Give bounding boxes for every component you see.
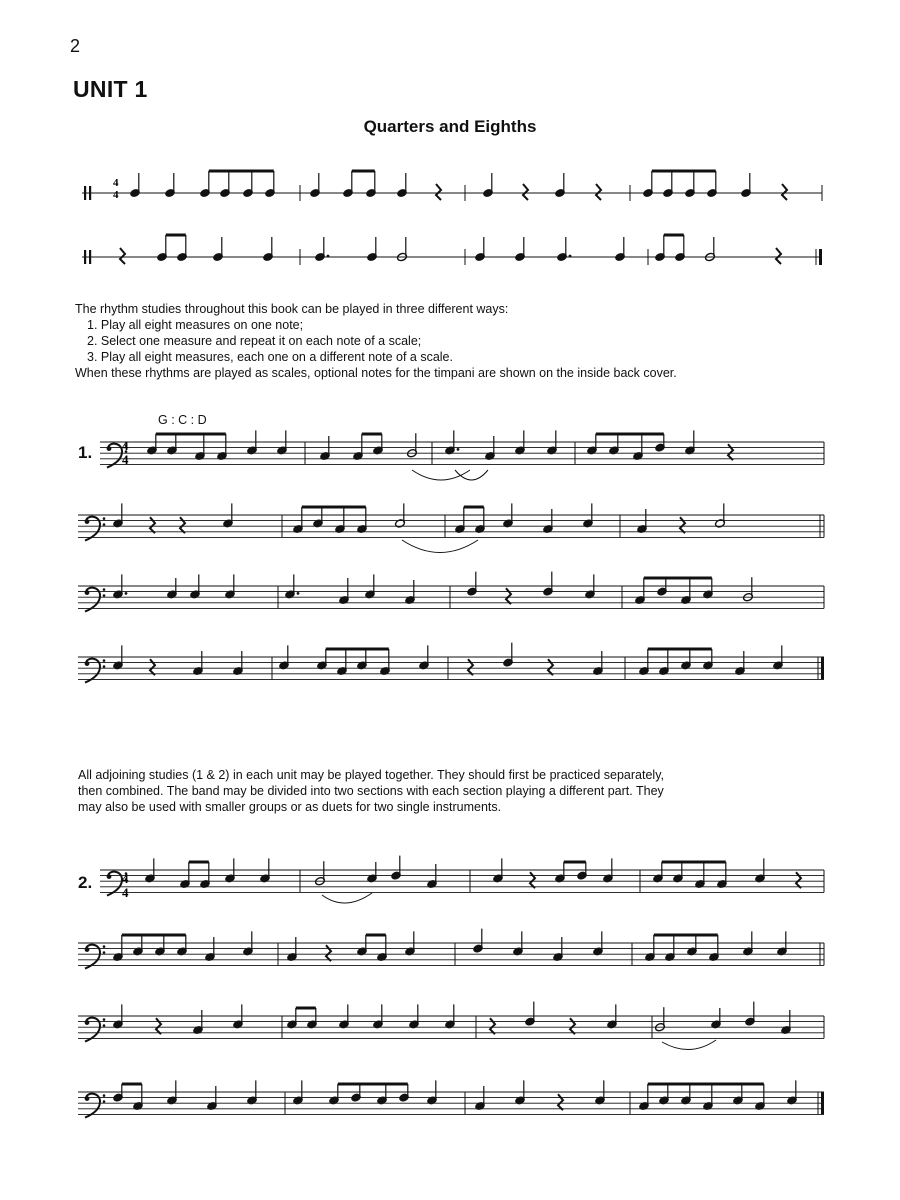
beam bbox=[662, 861, 726, 864]
beam bbox=[644, 577, 712, 580]
exercise2-staff-4 bbox=[78, 1080, 824, 1117]
instructions-timpani-note: When these rhythms are played as scales, optional notes for the timpani are shown on the inside back cover. bbox=[75, 366, 677, 380]
final-bar bbox=[821, 1092, 824, 1114]
quarter-rest bbox=[156, 1018, 161, 1034]
bass-clef bbox=[103, 945, 106, 948]
bass-clef bbox=[103, 1018, 106, 1021]
instructions-intro: The rhythm studies throughout this book can be played in three different ways: bbox=[75, 302, 509, 316]
quarter-rest bbox=[150, 659, 155, 675]
rhythm-line-1 bbox=[82, 170, 822, 202]
percussion-clef bbox=[84, 250, 86, 264]
quarter-rest bbox=[120, 248, 125, 264]
beam bbox=[156, 433, 226, 436]
quarter-rest bbox=[596, 184, 601, 200]
dot bbox=[125, 592, 128, 595]
combine-note-line-1: All adjoining studies (1 & 2) in each unit may be played together. They should first be practiced separately, bbox=[78, 768, 664, 782]
quarter-rest bbox=[796, 872, 801, 888]
bass-clef bbox=[85, 661, 90, 666]
quarter-rest bbox=[782, 184, 787, 200]
exercise1-chord-label: G : C : D bbox=[158, 413, 207, 427]
combine-note bbox=[78, 767, 838, 815]
beam bbox=[302, 506, 366, 509]
ex2-time-bottom: 4 bbox=[122, 885, 129, 900]
quarter-rest bbox=[506, 588, 511, 604]
beam bbox=[664, 234, 684, 237]
exercise1-number: 1. bbox=[78, 443, 93, 462]
unit-title: UNIT 1 bbox=[73, 76, 148, 102]
beam bbox=[366, 934, 386, 937]
beam bbox=[352, 170, 375, 173]
beam bbox=[166, 234, 186, 237]
beam bbox=[648, 648, 712, 651]
exercise2-staff-1 bbox=[100, 856, 824, 903]
exercise1-staff-2 bbox=[78, 503, 824, 552]
beam bbox=[648, 1083, 764, 1086]
beam bbox=[209, 170, 274, 173]
bass-clef bbox=[103, 665, 106, 668]
quarter-rest bbox=[523, 184, 528, 200]
quarter-rest bbox=[468, 659, 473, 675]
bass-clef bbox=[107, 446, 112, 451]
quarter-rest bbox=[776, 248, 781, 264]
page-number: 2 bbox=[70, 36, 81, 56]
quarter-rest bbox=[558, 1094, 563, 1110]
slur bbox=[402, 540, 478, 553]
bass-clef bbox=[107, 874, 112, 879]
beam bbox=[654, 934, 718, 937]
beam bbox=[564, 861, 586, 864]
bass-clef bbox=[85, 947, 90, 952]
time-signature-top: 4 bbox=[113, 177, 119, 189]
exercise2-number: 2. bbox=[78, 873, 93, 892]
ex2-time-top: 4 bbox=[122, 871, 129, 886]
beam bbox=[296, 1007, 316, 1010]
final-bar bbox=[819, 249, 822, 265]
bass-clef bbox=[85, 590, 90, 595]
quarter-rest bbox=[728, 444, 733, 460]
bass-clef bbox=[85, 1096, 90, 1101]
bass-clef bbox=[103, 523, 106, 526]
dot bbox=[297, 592, 300, 595]
quarter-rest bbox=[326, 945, 331, 961]
slur bbox=[662, 1040, 716, 1050]
instructions-way-2: 2. Select one measure and repeat it on each note of a scale; bbox=[87, 334, 422, 348]
instructions bbox=[75, 301, 835, 381]
combine-note-line-2: then combined. The band may be divided into two sections with each section playing a different part. They bbox=[78, 784, 664, 798]
bass-clef bbox=[85, 519, 90, 524]
percussion-clef bbox=[89, 250, 91, 264]
slur bbox=[412, 470, 470, 480]
quarter-rest bbox=[490, 1018, 495, 1034]
beam bbox=[362, 433, 382, 436]
instructions-way-3: 3. Play all eight measures, each one on a different note of a scale. bbox=[87, 350, 453, 364]
bass-clef bbox=[103, 517, 106, 520]
exercise1-staff-3 bbox=[78, 572, 824, 612]
bass-clef bbox=[103, 1100, 106, 1103]
slur bbox=[455, 470, 488, 480]
beam bbox=[122, 934, 186, 937]
bass-clef bbox=[103, 1094, 106, 1097]
final-bar bbox=[821, 657, 824, 679]
quarter-rest bbox=[530, 872, 535, 888]
bass-clef bbox=[103, 1024, 106, 1027]
exercise2-staff-2 bbox=[78, 929, 824, 969]
bass-clef bbox=[103, 594, 106, 597]
exercise2-staff-3 bbox=[78, 1002, 824, 1050]
exercise1-staff-1 bbox=[100, 430, 824, 480]
bass-clef bbox=[103, 951, 106, 954]
dot bbox=[327, 255, 330, 258]
beam bbox=[464, 506, 484, 509]
beam bbox=[596, 433, 664, 436]
quarter-rest bbox=[150, 517, 155, 533]
dot bbox=[569, 255, 572, 258]
slur bbox=[322, 893, 372, 903]
beam bbox=[122, 1083, 142, 1086]
dot bbox=[457, 448, 460, 451]
time-signature-bottom: 4 bbox=[113, 189, 119, 201]
instructions-way-1: 1. Play all eight measures on one note; bbox=[87, 318, 304, 332]
rhythm-line-2 bbox=[82, 234, 822, 266]
section-title: Quarters and Eighths bbox=[363, 117, 537, 136]
quarter-rest bbox=[436, 184, 441, 200]
quarter-rest bbox=[570, 1018, 575, 1034]
bass-clef bbox=[103, 588, 106, 591]
percussion-clef bbox=[84, 186, 86, 200]
quarter-rest bbox=[680, 517, 685, 533]
quarter-rest bbox=[548, 659, 553, 675]
ex1-time-top: 4 bbox=[122, 438, 129, 453]
combine-note-line-3: may also be used with smaller groups or as duets for two single instruments. bbox=[78, 800, 502, 814]
exercise1-staff-4 bbox=[78, 643, 824, 683]
ex1-time-bottom: 4 bbox=[122, 452, 129, 467]
beam bbox=[326, 648, 389, 651]
bass-clef bbox=[103, 659, 106, 662]
beam bbox=[338, 1083, 408, 1086]
beam bbox=[189, 861, 209, 864]
beam bbox=[652, 170, 716, 173]
percussion-clef bbox=[89, 186, 91, 200]
quarter-rest bbox=[180, 517, 185, 533]
bass-clef bbox=[85, 1020, 90, 1025]
